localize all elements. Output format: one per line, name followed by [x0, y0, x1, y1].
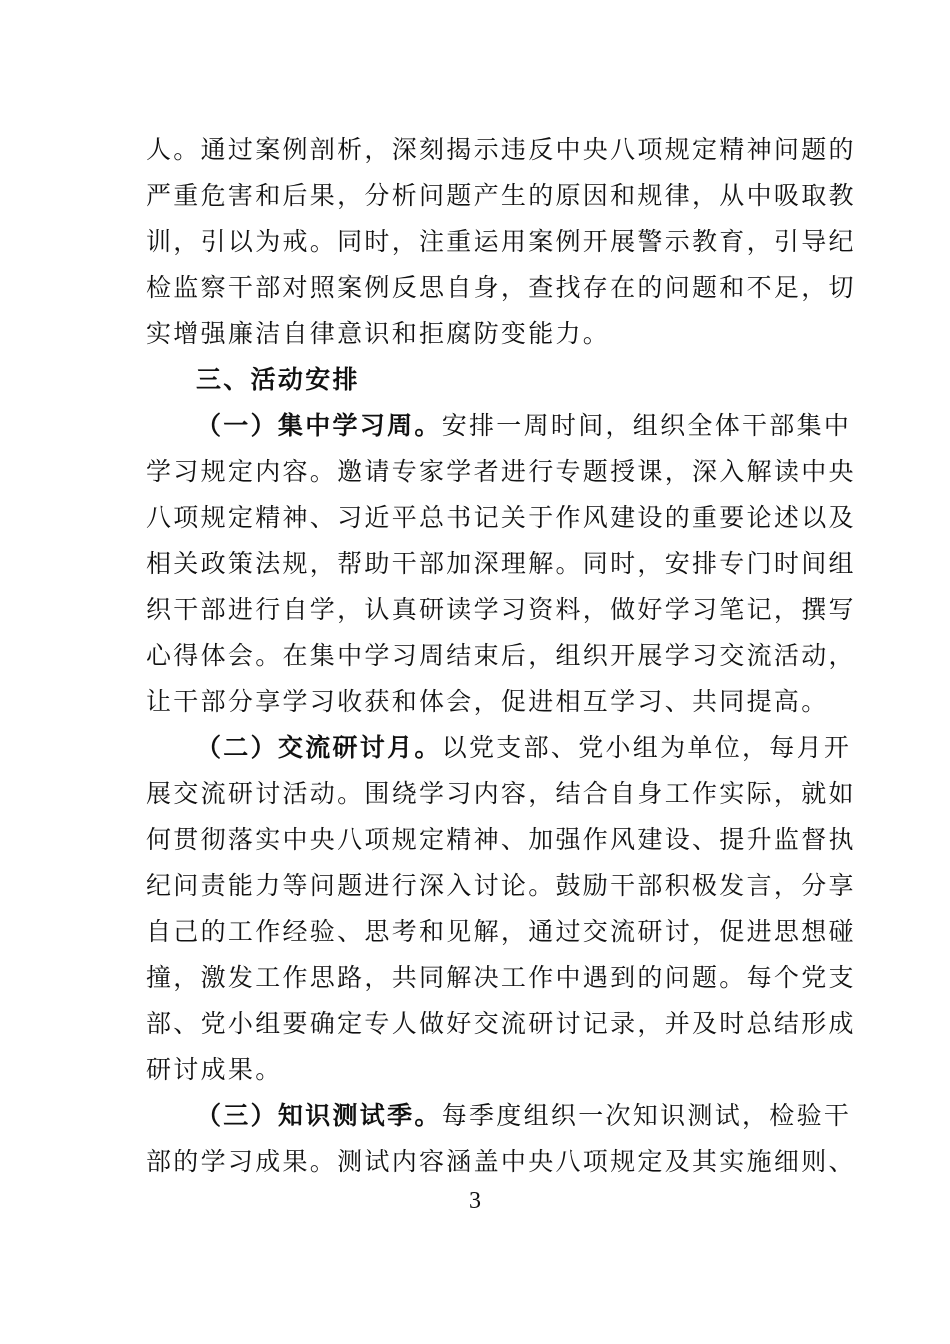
item-2-line-6: 撞，激发工作思路，共同解决工作中遇到的问题。每个党支: [146, 963, 856, 992]
item-1-first-line: [196, 403, 852, 449]
paragraph-1-line-2: 严重危害和后果，分析问题产生的原因和规律，从中吸取教: [146, 181, 856, 210]
item-2-line-5: 自己的工作经验、思考和见解，通过交流研讨，促进思想碰: [146, 917, 856, 946]
item-2-line-2: 展交流研讨活动。围绕学习内容，结合自身工作实际，就如: [146, 779, 856, 808]
item-2-first-line: [196, 725, 852, 771]
item-1-line-5: 织干部进行自学，认真研读学习资料，做好学习笔记，撰写: [146, 595, 856, 624]
item-1-line-7: 让干部分享学习收获和体会，促进相互学习、共同提高。: [146, 687, 829, 716]
item-2-line-7: 部、党小组要确定专人做好交流研讨记录，并及时总结形成: [146, 1009, 856, 1038]
item-1-line-6: 心得体会。在集中学习周结束后，组织开展学习交流活动，: [146, 641, 856, 670]
page-number: 3: [469, 1188, 481, 1214]
item-2-line-8: 研讨成果。: [146, 1055, 283, 1084]
item-3-first-line: [196, 1093, 852, 1139]
item-1-lead: （一）集中学习周。: [196, 411, 442, 440]
section-heading: 三、活动安排: [196, 365, 360, 394]
item-2-first-line-text: 以党支部、党小组为单位，每月开: [441, 733, 852, 762]
item-2-line-4: 纪问责能力等问题进行深入讨论。鼓励干部积极发言，分享: [146, 871, 856, 900]
item-2-lead: （二）交流研讨月。: [196, 733, 442, 762]
item-2-line-3: 何贯彻落实中央八项规定精神、加强作风建设、提升监督执: [146, 825, 856, 854]
item-1-line-4: 相关政策法规，帮助干部加深理解。同时，安排专门时间组: [146, 549, 856, 578]
item-1-line-3: 八项规定精神、习近平总书记关于作风建设的重要论述以及: [146, 503, 856, 532]
item-3-line-2: 部的学习成果。测试内容涵盖中央八项规定及其实施细则、: [146, 1147, 856, 1176]
item-1-first-line-text: 安排一周时间，组织全体干部集中: [441, 411, 852, 440]
paragraph-1-line-5: 实增强廉洁自律意识和拒腐防变能力。: [146, 319, 611, 348]
paragraph-1-line-3: 训，引以为戒。同时，注重运用案例开展警示教育，引导纪: [146, 227, 856, 256]
item-3-first-line-text: 每季度组织一次知识测试，检验干: [441, 1101, 852, 1130]
paragraph-1-line-4: 检监察干部对照案例反思自身，查找存在的问题和不足，切: [146, 273, 856, 302]
item-3-lead: （三）知识测试季。: [196, 1101, 442, 1130]
paragraph-1-line-1: 人。通过案例剖析，深刻揭示违反中央八项规定精神问题的: [146, 135, 856, 164]
item-1-line-2: 学习规定内容。邀请专家学者进行专题授课，深入解读中央: [146, 457, 856, 486]
